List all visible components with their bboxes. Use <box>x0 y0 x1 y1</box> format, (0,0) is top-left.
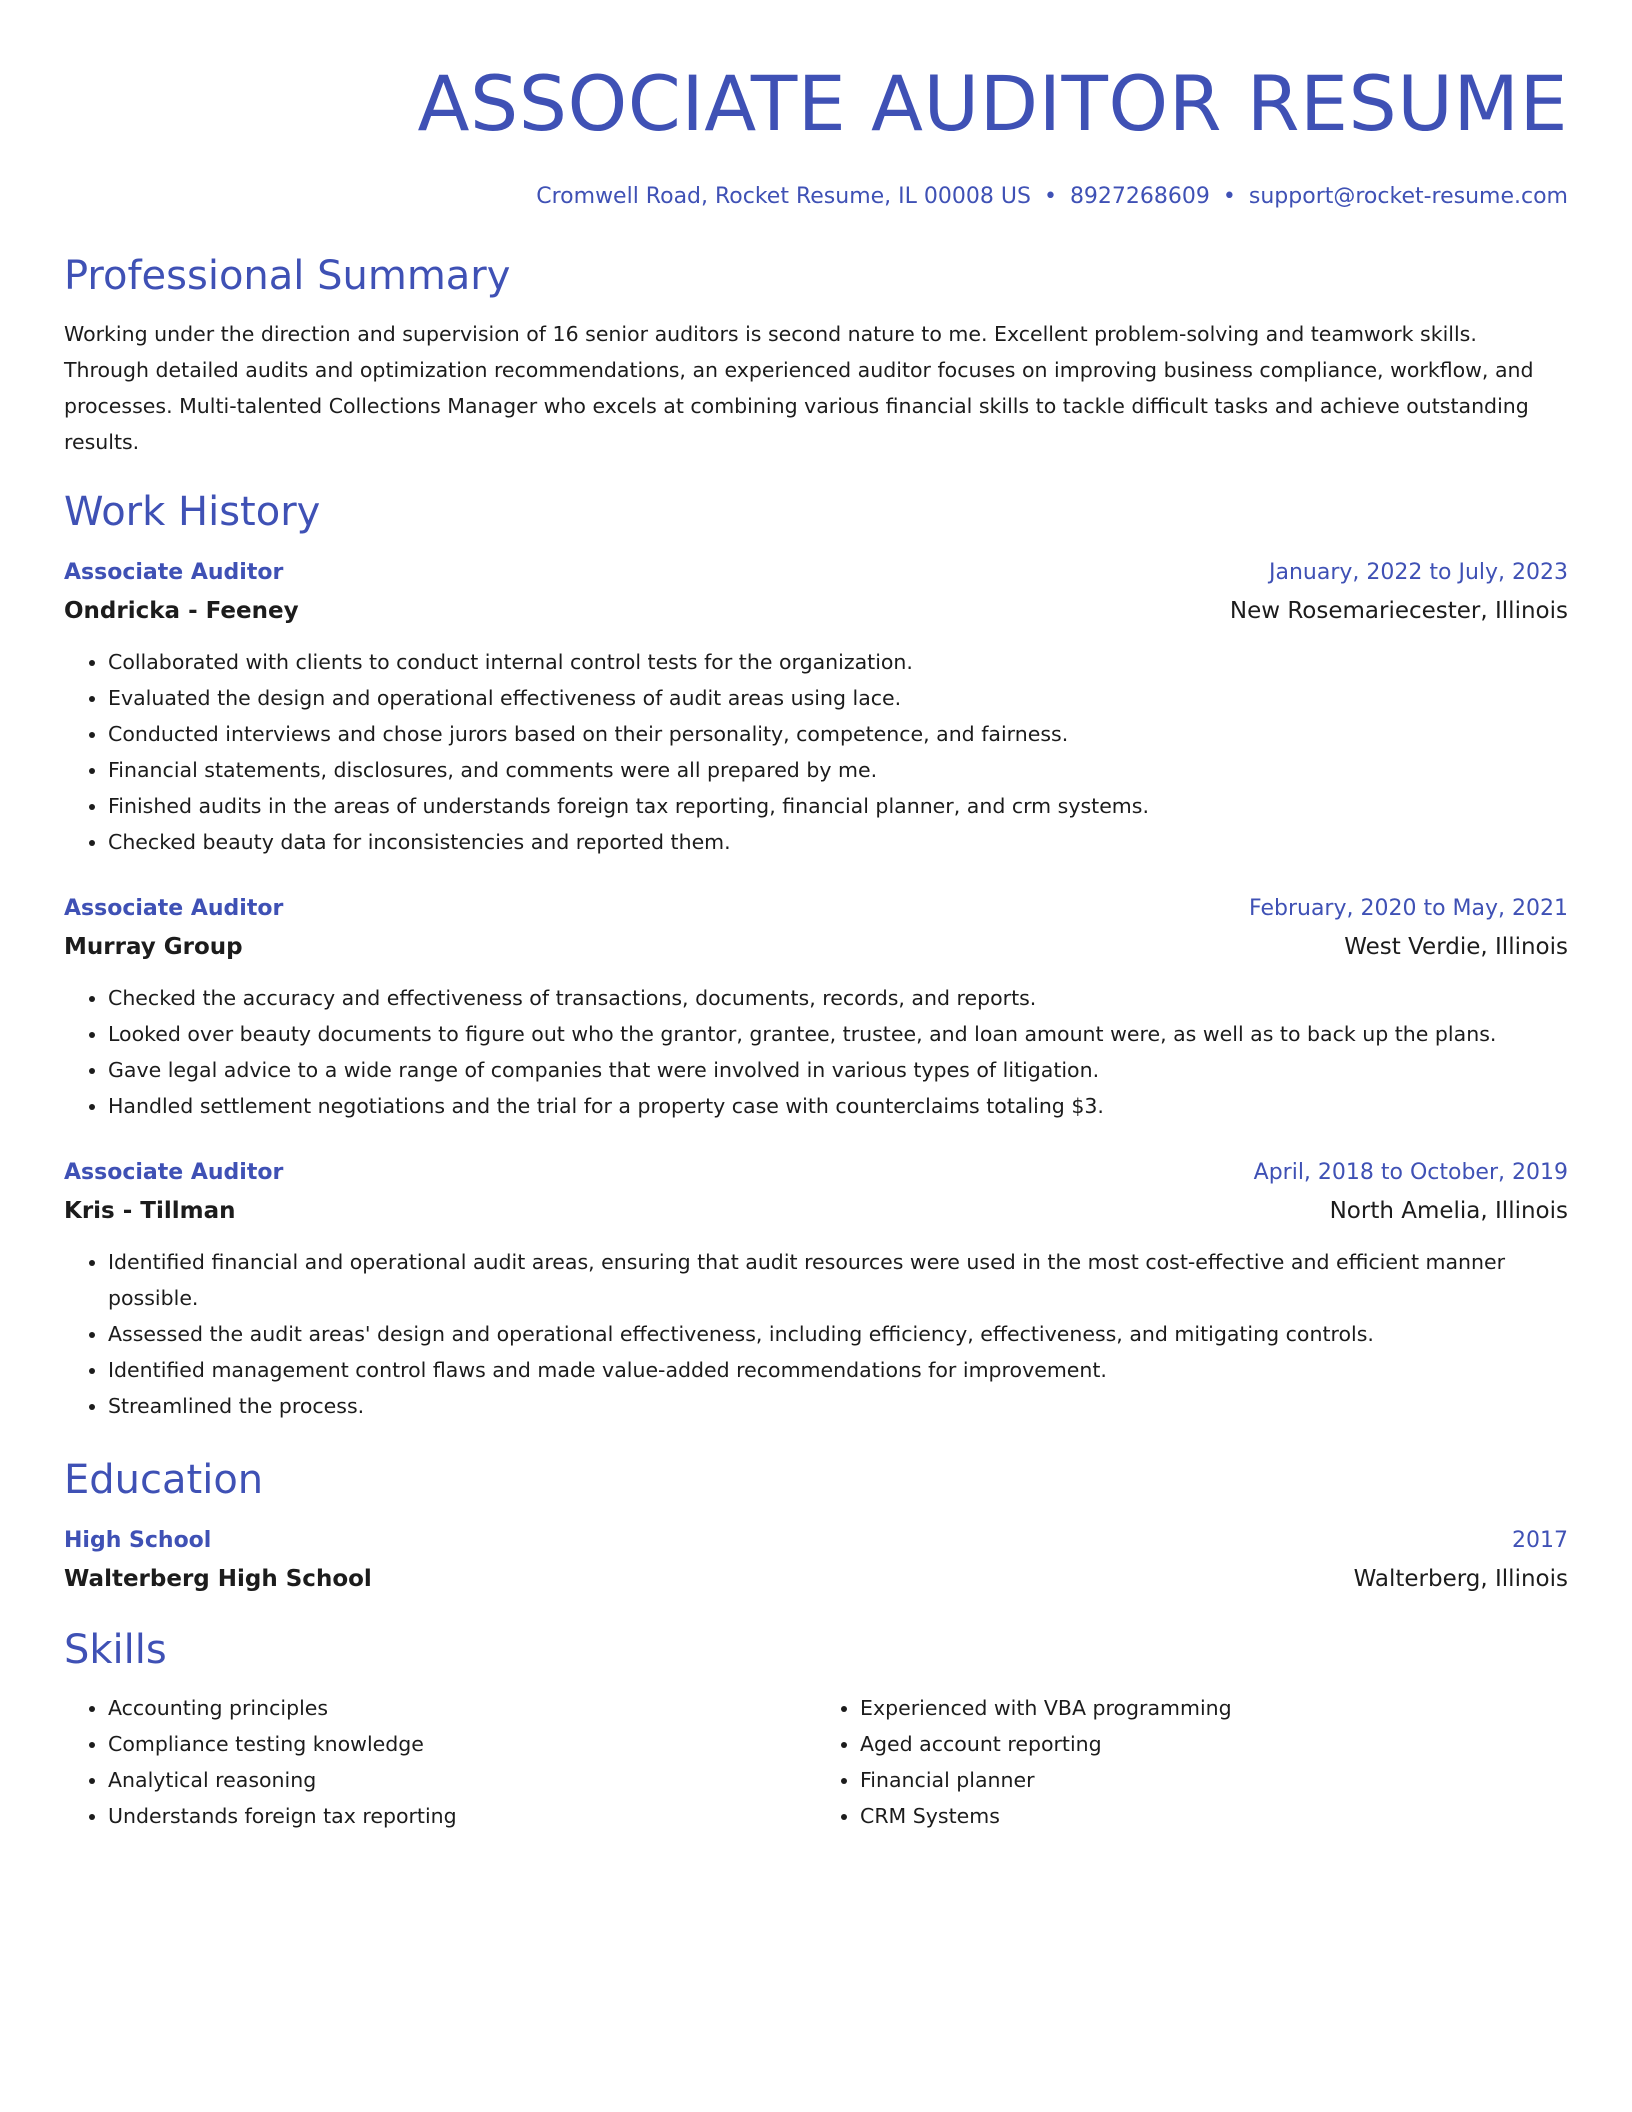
education-heading: Education <box>64 1457 264 1503</box>
job-company-row <box>64 592 1568 630</box>
skills-list <box>64 1690 1568 1834</box>
job-bullet: • Streamlined the process. <box>108 1388 1568 1424</box>
job-entry-2 <box>64 890 1568 1124</box>
job-bullets <box>64 644 1568 860</box>
education-location: Walterberg, Illinois <box>1353 1566 1568 1592</box>
job-bullet: • Gave legal advice to a wide range of companies that were involved in various types of litigation. <box>108 1052 1568 1088</box>
education-school-row <box>64 1560 1568 1598</box>
skill-item: • Understands foreign tax reporting <box>108 1798 816 1834</box>
job-company-row <box>64 928 1568 966</box>
skill-item: • Accounting principles <box>108 1690 816 1726</box>
job-role-row <box>64 554 1568 592</box>
job-bullet: • Looked over beauty documents to figure out who the grantor, grantee, trustee, and loan amount were, as well as to back up the plans. <box>108 1016 1568 1052</box>
education-school: Walterberg High School <box>64 1566 372 1592</box>
job-bullet: • Checked beauty data for inconsistencies and reported them. <box>108 824 1568 860</box>
job-bullets <box>64 1244 1568 1424</box>
job-title: Associate Auditor <box>64 560 284 585</box>
job-location: New Rosemariecester, Illinois <box>1229 598 1568 624</box>
job-entry-3 <box>64 1154 1568 1424</box>
job-role-row <box>64 1154 1568 1192</box>
job-bullet: • Checked the accuracy and effectiveness of transactions, documents, records, and reports. <box>108 980 1568 1016</box>
job-bullet: • Identified management control flaws and made value-added recommendations for improvement. <box>108 1352 1568 1388</box>
job-dates: January, 2022 to July, 2023 <box>1269 560 1568 585</box>
job-bullet: • Handled settlement negotiations and the trial for a property case with counterclaims totaling $3. <box>108 1088 1568 1124</box>
job-bullet: • Conducted interviews and chose jurors based on their personality, competence, and fairness. <box>108 716 1568 752</box>
job-bullet: • Collaborated with clients to conduct internal control tests for the organization. <box>108 644 1568 680</box>
skill-item: • Analytical reasoning <box>108 1762 816 1798</box>
job-company: Murray Group <box>64 934 243 960</box>
resume-title: ASSOCIATE AUDITOR RESUME <box>417 59 1568 148</box>
contact-email: support@rocket-resume.com <box>1248 184 1568 209</box>
skills-heading: Skills <box>64 1627 167 1673</box>
skill-item: • Compliance testing knowledge <box>108 1726 816 1762</box>
summary-text: Working under the direction and supervision of 16 senior auditors is second nature to me. Excellent problem-solving and teamwork skills. Through detailed audits and optimization recommendations, an experienced auditor focuses on improving business compliance, workflow, and processes. Multi-talented Collections Manager who excels at combining various financial skills to tackle difficult tasks and achieve outstanding results. <box>64 322 1534 454</box>
contact-line <box>64 182 1568 212</box>
job-location: West Verdie, Illinois <box>1344 934 1568 960</box>
job-bullet: • Identified financial and operational audit areas, ensuring that audit resources were used in the most cost-effective and efficient manner possible. <box>108 1244 1568 1316</box>
job-company-row <box>64 1192 1568 1230</box>
work-history-heading: Work History <box>64 489 321 535</box>
skill-item: • CRM Systems <box>860 1798 1568 1834</box>
contact-separator: • <box>1043 184 1057 209</box>
job-bullets <box>64 980 1568 1124</box>
job-dates: February, 2020 to May, 2021 <box>1249 896 1568 921</box>
job-role-row <box>64 890 1568 928</box>
summary-heading: Professional Summary <box>64 253 511 299</box>
job-title: Associate Auditor <box>64 1160 284 1185</box>
contact-phone: 8927268609 <box>1069 184 1210 209</box>
education-degree: High School <box>64 1528 212 1553</box>
education-year: 2017 <box>1512 1528 1568 1553</box>
job-bullet: • Finished audits in the areas of understands foreign tax reporting, financial planner, and crm systems. <box>108 788 1568 824</box>
job-bullet: • Financial statements, disclosures, and comments were all prepared by me. <box>108 752 1568 788</box>
skills-column-left <box>64 1690 816 1834</box>
job-location: North Amelia, Illinois <box>1329 1198 1568 1224</box>
education-degree-row <box>64 1522 1568 1560</box>
skill-item: • Aged account reporting <box>860 1726 1568 1762</box>
job-title: Associate Auditor <box>64 896 284 921</box>
skill-item: • Experienced with VBA programming <box>860 1690 1568 1726</box>
skill-item: • Financial planner <box>860 1762 1568 1798</box>
job-bullet: • Assessed the audit areas' design and operational effectiveness, including efficiency, effectiveness, and mitigating controls. <box>108 1316 1568 1352</box>
job-company: Ondricka - Feeney <box>64 598 299 624</box>
contact-separator: • <box>1222 184 1236 209</box>
job-bullet: • Evaluated the design and operational effectiveness of audit areas using lace. <box>108 680 1568 716</box>
contact-address: Cromwell Road, Rocket Resume, IL 00008 US <box>536 184 1031 209</box>
job-entry-1 <box>64 554 1568 860</box>
job-company: Kris - Tillman <box>64 1198 236 1224</box>
skills-column-right <box>816 1690 1568 1834</box>
education-entry <box>64 1522 1568 1598</box>
job-dates: April, 2018 to October, 2019 <box>1253 1160 1568 1185</box>
